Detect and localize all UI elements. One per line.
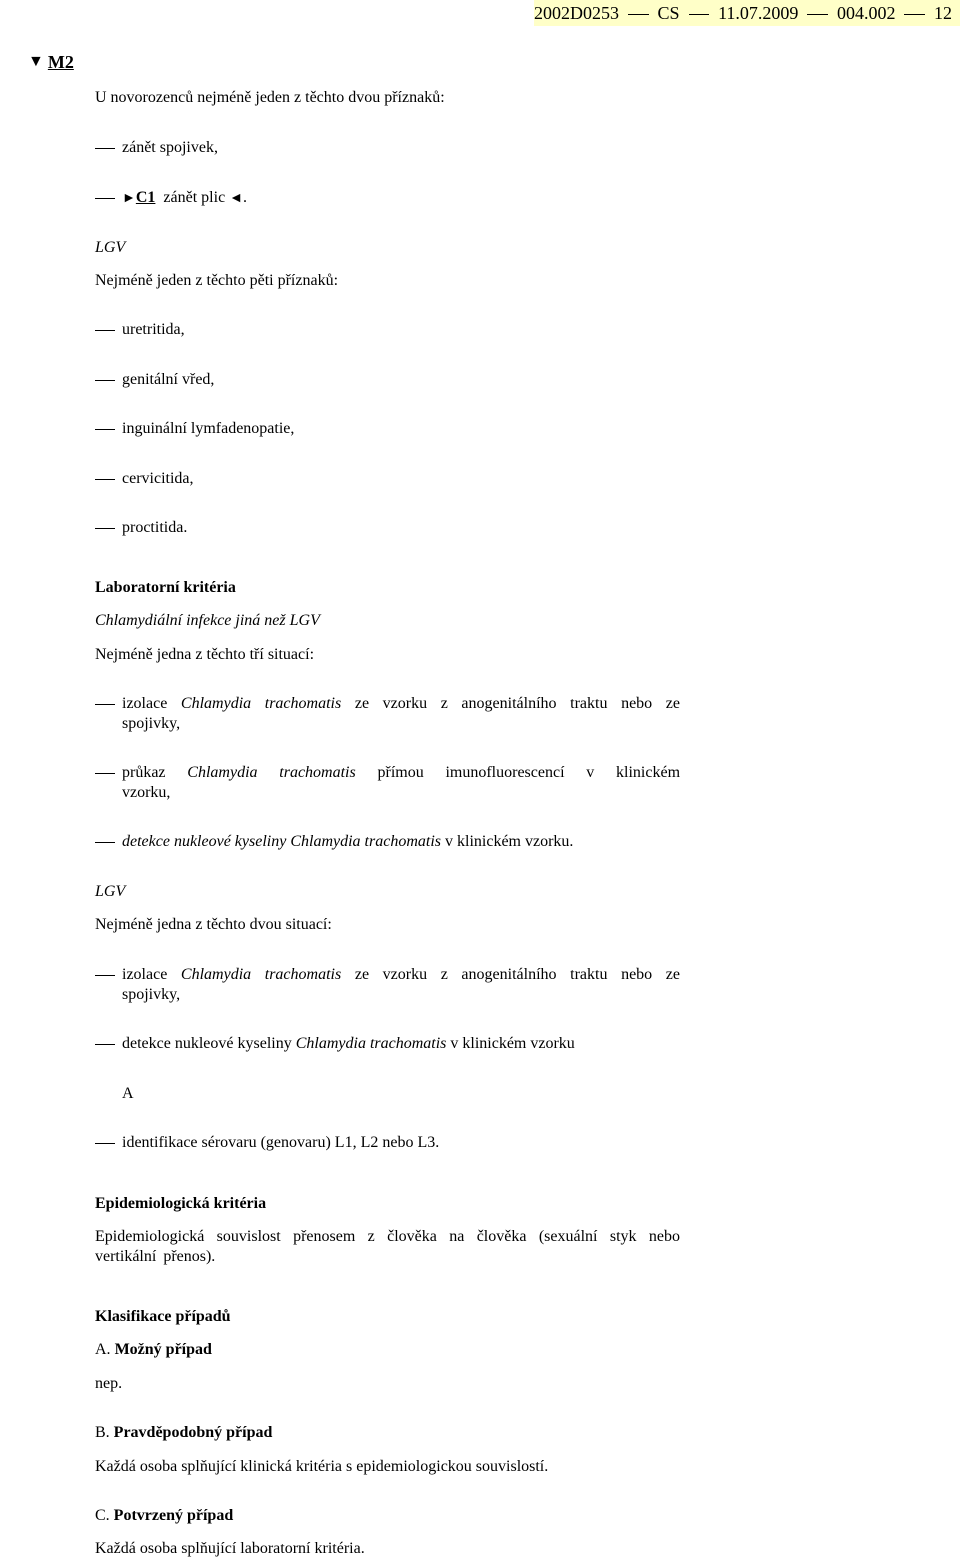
amendment-marker: [28, 52, 74, 72]
page-header: [534, 0, 960, 26]
list-dash: [95, 380, 115, 381]
class-c-title: C. Potvrzený případ: [95, 1507, 234, 1524]
list-dash: [95, 429, 115, 430]
conjunction: A: [122, 1085, 134, 1102]
list-item: ►C1 zánět plic ◄.: [95, 188, 680, 209]
class-b-title: B. Pravděpodobný případ: [95, 1424, 273, 1441]
list-dash: [95, 198, 115, 199]
doc-lang: CS: [657, 3, 680, 23]
doc-date: 11.07.2009: [718, 3, 799, 23]
list-item: cervicitida,: [95, 469, 680, 489]
class-c-text: Každá osoba splňující laboratorní kritéria.: [95, 1540, 365, 1557]
list-dash: [95, 773, 115, 774]
header-dash: [904, 14, 925, 15]
list-dash: [95, 1044, 115, 1045]
amendment-code: M2: [47, 52, 74, 72]
list-item: genitální vřed,: [95, 370, 680, 390]
doc-id: 2002D0253: [534, 3, 619, 23]
epi-heading: Epidemiologická kritéria: [95, 1195, 267, 1212]
list-dash: [95, 842, 115, 843]
lab-subheading: Chlamydiální infekce jiná než LGV: [95, 612, 320, 629]
class-a-text: nep.: [95, 1375, 123, 1392]
page-number: 12: [934, 3, 952, 23]
triangle-right-icon: ►: [122, 191, 136, 206]
list-item: zánět spojivek,: [95, 138, 680, 158]
triangle-left-icon: ◄: [229, 191, 244, 206]
list-item: uretritida,: [95, 320, 680, 340]
lab-lgv-heading: LGV: [95, 883, 126, 900]
list-item: inguinální lymfadenopatie,: [95, 419, 680, 439]
list-dash: [95, 1143, 115, 1144]
list-dash: [95, 528, 115, 529]
list-dash: [95, 704, 115, 705]
lgv-heading: LGV: [95, 239, 126, 256]
list-item: průkaz Chlamydia trachomatis přímou imunofluorescencí v klinickém vzorku,: [95, 763, 680, 803]
list-item: izolace Chlamydia trachomatis ze vzorku z anogenitálního traktu nebo ze spojivky,: [95, 965, 680, 1005]
lab-intro: Nejméně jedna z těchto tří situací:: [95, 646, 315, 663]
list-dash: [95, 975, 115, 976]
list-item: proctitida.: [95, 518, 680, 538]
newborn-intro: U novorozenců nejméně jeden z těchto dvou příznaků:: [95, 89, 445, 106]
list-item: detekce nukleové kyseliny Chlamydia trachomatis v klinickém vzorku: [95, 1034, 680, 1054]
list-dash: [95, 330, 115, 331]
lab-lgv-intro: Nejméně jedna z těchto dvou situací:: [95, 916, 332, 933]
class-a-title: A. Možný případ: [95, 1341, 212, 1358]
doc-version: 004.002: [836, 3, 896, 23]
list-dash: [95, 148, 115, 149]
lab-heading: Laboratorní kritéria: [95, 579, 236, 596]
list-dash: [95, 479, 115, 480]
amendment-code-c1: C1: [135, 189, 156, 206]
header-dash: [628, 14, 649, 15]
triangle-down-icon: ▼: [28, 53, 44, 70]
epi-text: Epidemiologická souvislost přenosem z člověka na člověka (sexuální styk nebo vertikální přenos).: [95, 1228, 680, 1265]
classification-heading: Klasifikace případů: [95, 1308, 231, 1325]
class-b-text: Každá osoba splňující klinická kritéria s epidemiologickou souvislostí.: [95, 1458, 549, 1475]
list-item: detekce nukleové kyseliny Chlamydia trachomatis v klinickém vzorku.: [95, 832, 680, 852]
list-item: identifikace sérovaru (genovaru) L1, L2 nebo L3.: [95, 1133, 680, 1153]
header-dash: [807, 14, 828, 15]
lgv-intro: Nejméně jeden z těchto pěti příznaků:: [95, 272, 339, 289]
header-dash: [689, 14, 710, 15]
list-item: izolace Chlamydia trachomatis ze vzorku z anogenitálního traktu nebo ze spojivky,: [95, 694, 680, 734]
